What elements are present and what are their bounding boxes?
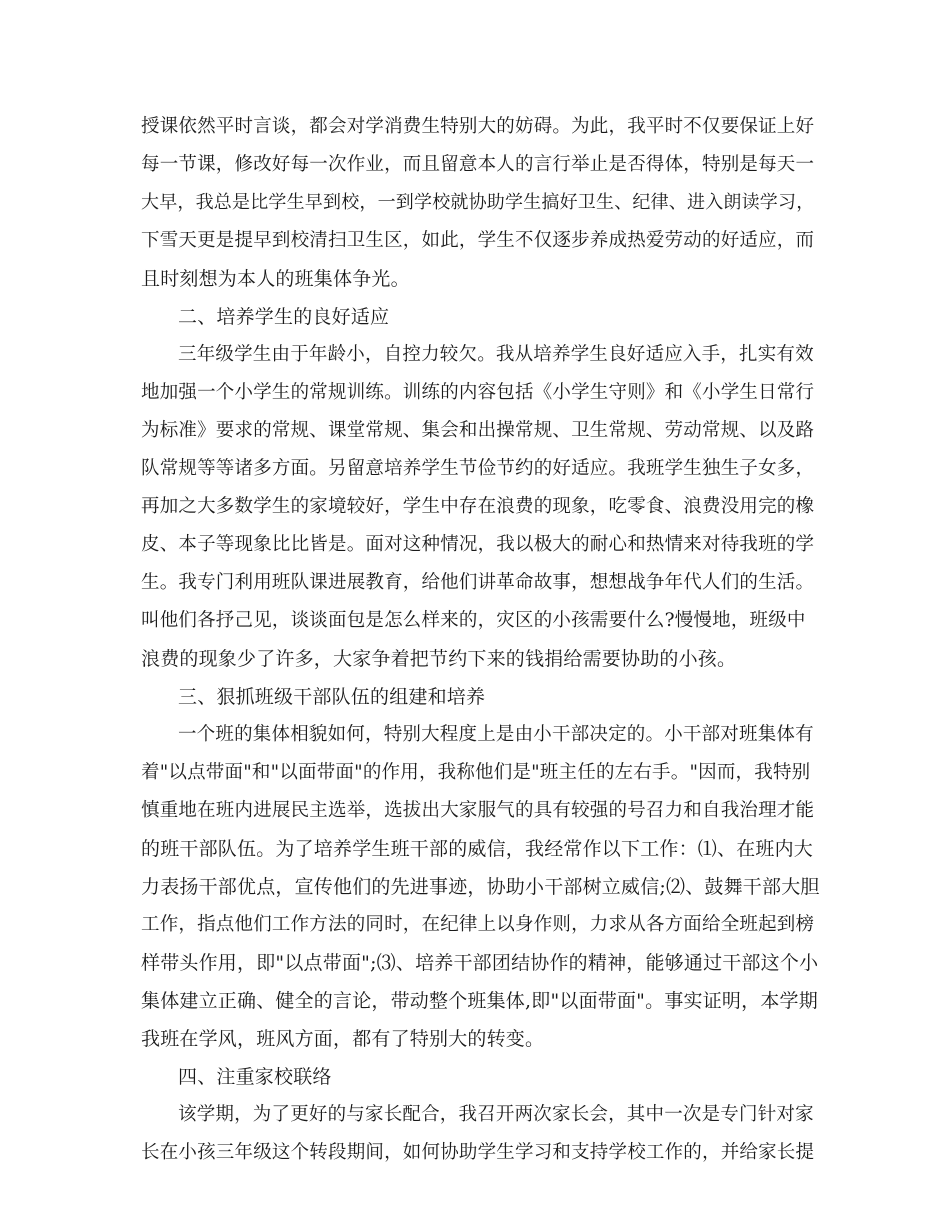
paragraph-line: 授课依然平时言谈，都会对学消费生特别大的妨碍。为此，我平时不仅要保证上好 — [141, 116, 815, 137]
section-heading: 四、注重家校联络 — [178, 1066, 332, 1088]
paragraph-line: 样带头作用，即"以点带面";⑶、培养干部团结协作的精神，能够通过干部这个小 — [141, 952, 819, 974]
paragraph-line: 生。我专门利用班队课进展教育，给他们讲革命故事，想想战争年代人们的生活。 — [141, 572, 815, 593]
section-heading: 三、狠抓班级干部队伍的组建和培养 — [178, 686, 486, 708]
paragraph-line: 为标准》要求的常规、课堂常规、集会和出操常规、卫生常规、劳动常规、以及路 — [141, 420, 815, 441]
paragraph-line: 的班干部队伍。为了培养学生班干部的威信，我经常作以下工作：⑴、在班内大 — [141, 838, 814, 860]
paragraph-line: 皮、本子等现象比比皆是。面对这种情况，我以极大的耐心和热情来对待我班的学 — [141, 534, 815, 555]
paragraph-line: 且时刻想为本人的班集体争光。 — [141, 268, 410, 290]
paragraph-line: 再加之大多数学生的家境较好，学生中存在浪费的现象，吃零食、浪费没用完的橡 — [141, 496, 815, 517]
paragraph-line: 着"以点带面"和"以面带面"的作用，我称他们是"班主任的左右手。"因而，我特别 — [141, 762, 811, 783]
paragraph-line: 下雪天更是提早到校清扫卫生区，如此，学生不仅逐步养成热爱劳动的好适应，而 — [141, 230, 815, 251]
paragraph-line: 集体建立正确、健全的言论，带动整个班集体,即"以面带面"。事实证明，本学期 — [141, 990, 818, 1012]
paragraph-line: 三年级学生由于年龄小，自控力较欠。我从培养学生良好适应入手，扎实有效 — [178, 344, 814, 365]
paragraph-line: 该学期，为了更好的与家长配合，我召开两次家长会，其中一次是专门针对家 — [178, 1104, 814, 1125]
paragraph-line: 大早，我总是比学生早到校，一到学校就协助学生搞好卫生、纪律、进入朗读学习， — [141, 192, 815, 213]
paragraph-line: 力表扬干部优点，宣传他们的先进事迹，协助小干部树立威信;⑵、鼓舞干部大胆 — [141, 876, 820, 898]
paragraph-line: 慎重地在班内进展民主选举，选拔出大家服气的具有较强的号召力和自我治理才能 — [141, 800, 815, 821]
paragraph-line: 一个班的集体相貌如何，特别大程度上是由小干部决定的。小干部对班集体有 — [178, 724, 814, 745]
paragraph-line: 队常规等等诸多方面。另留意培养学生节俭节约的好适应。我班学生独生子女多， — [141, 458, 815, 479]
paragraph-line: 浪费的现象少了许多，大家争着把节约下来的钱捐给需要协助的小孩。 — [141, 648, 737, 670]
paragraph-line: 工作，指点他们工作方法的同时，在纪律上以身作则，力求从各方面给全班起到榜 — [141, 914, 815, 935]
paragraph-line: 地加强一个小学生的常规训练。训练的内容包括《小学生守则》和《小学生日常行 — [141, 382, 815, 403]
paragraph-line: 叫他们各抒己见，谈谈面包是怎么样来的，灾区的小孩需要什么?慢慢地，班级中 — [141, 610, 806, 631]
section-heading: 二、培养学生的良好适应 — [178, 306, 390, 328]
paragraph-line: 我班在学风，班风方面，都有了特别大的转变。 — [141, 1028, 545, 1050]
paragraph-line: 每一节课，修改好每一次作业，而且留意本人的言行举止是否得体，特别是每天一 — [141, 154, 815, 175]
paragraph-line: 长在小孩三年级这个转段期间，如何协助学生学习和支持学校工作的，并给家长提 — [141, 1142, 815, 1163]
